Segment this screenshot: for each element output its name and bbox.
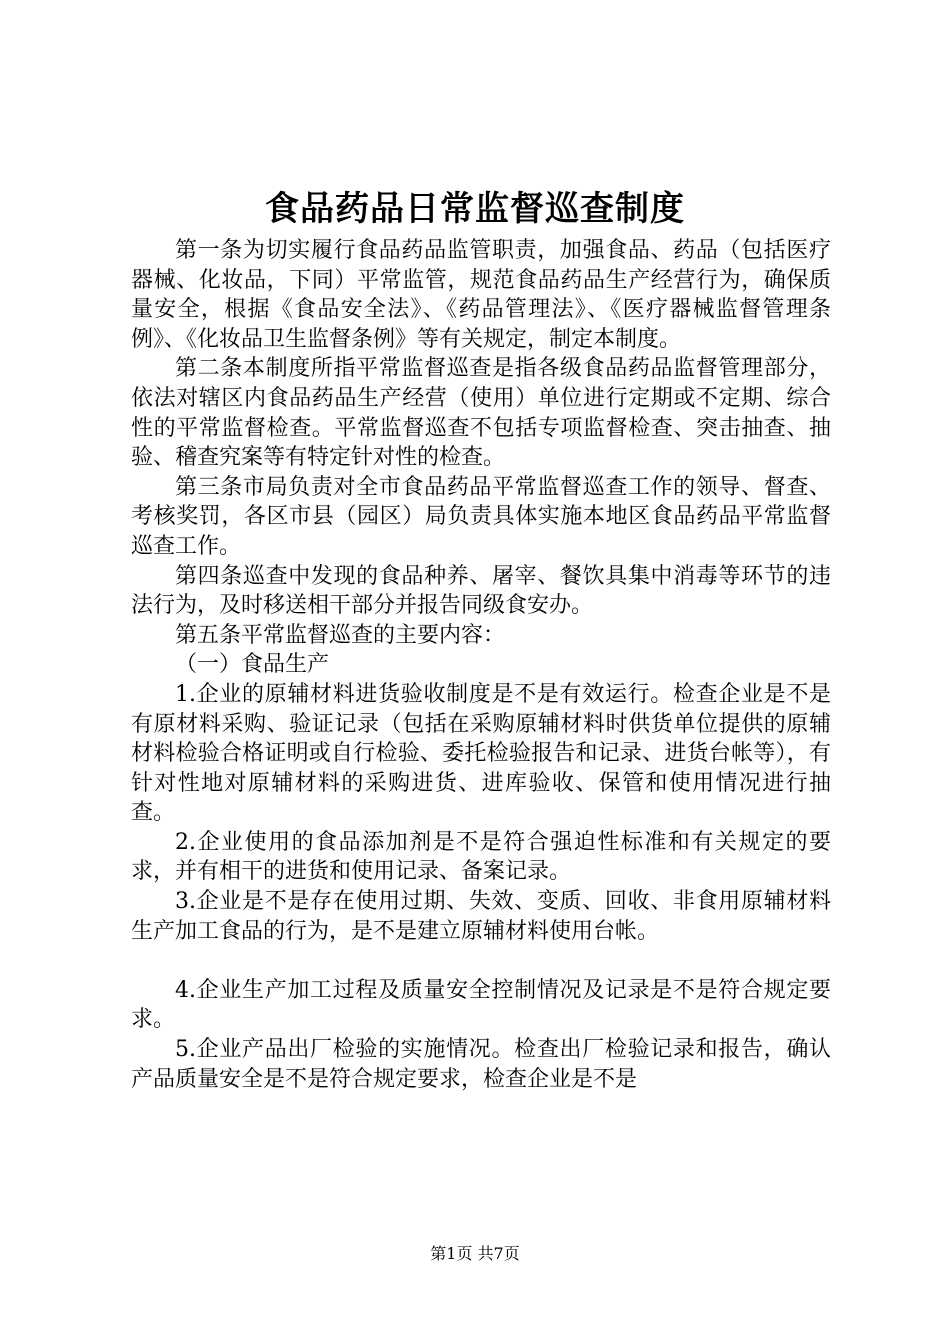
section-heading-food-production: （一）食品生产	[175, 652, 330, 678]
page-number-footer: 第1页 共7页	[430, 1244, 520, 1263]
list-item-4: 4.企业生产加工过程及质量安全控制情况及记录是不是符合规定要求。	[131, 977, 831, 1033]
paragraph-article-3: 第三条市局负责对全市食品药品平常监督巡查工作的领导、督查、考核奖罚，各区市县（园区）局负责具体实施本地区食品药品平常监督巡查工作。	[131, 474, 831, 559]
paragraph-article-2: 第二条本制度所指平常监督巡查是指各级食品药品监督管理部分，依法对辖区内食品药品生产经营（使用）单位进行定期或不定期、综合性的平常监督检查。平常监督巡查不包括专项监督检查、突击抽查、抽验、稽查究案等有特定针对性的检查。	[131, 356, 831, 471]
blank-line	[131, 946, 831, 976]
paragraph-article-5: 第五条平常监督巡查的主要内容：	[175, 622, 506, 648]
list-item-5: 5.企业产品出厂检验的实施情况。检查出厂检验记录和报告，确认产品质量安全是不是符合规定要求，检查企业是不是	[131, 1037, 831, 1092]
document-title: 食品药品日常监督巡查制度	[265, 189, 685, 229]
paragraph-article-4: 第四条巡查中发现的食品种养、屠宰、餐饮具集中消毒等环节的违法行为，及时移送相干部分并报告同级食安办。	[131, 563, 831, 619]
paragraph-article-1: 第一条为切实履行食品药品监管职责，加强食品、药品（包括医疗器械、化妆品，下同）平常监管，规范食品药品生产经营行为，确保质量安全，根据《食品安全法》、《药品管理法》、《医疗器械监督管理条例》、《化妆品卫生监督条例》等有关规定，制定本制度。	[131, 238, 831, 352]
list-item-3: 3.企业是不是存在使用过期、失效、变质、回收、非食用原辅材料生产加工食品的行为，是不是建立原辅材料使用台帐。	[131, 889, 831, 944]
list-item-2: 2.企业使用的食品添加剂是不是符合强迫性标准和有关规定的要求，并有相干的进货和使用记录、备案记录。	[131, 829, 831, 885]
document-body	[131, 236, 831, 1094]
list-item-1: 1.企业的原辅材料进货验收制度是不是有效运行。检查企业是不是有原材料采购、验证记录（包括在采购原辅材料时供货单位提供的原辅材料检验合格证明或自行检验、委托检验报告和记录、进货台帐等），有针对性地对原辅材料的采购进货、进库验收、保管和使用情况进行抽查。	[131, 681, 831, 826]
